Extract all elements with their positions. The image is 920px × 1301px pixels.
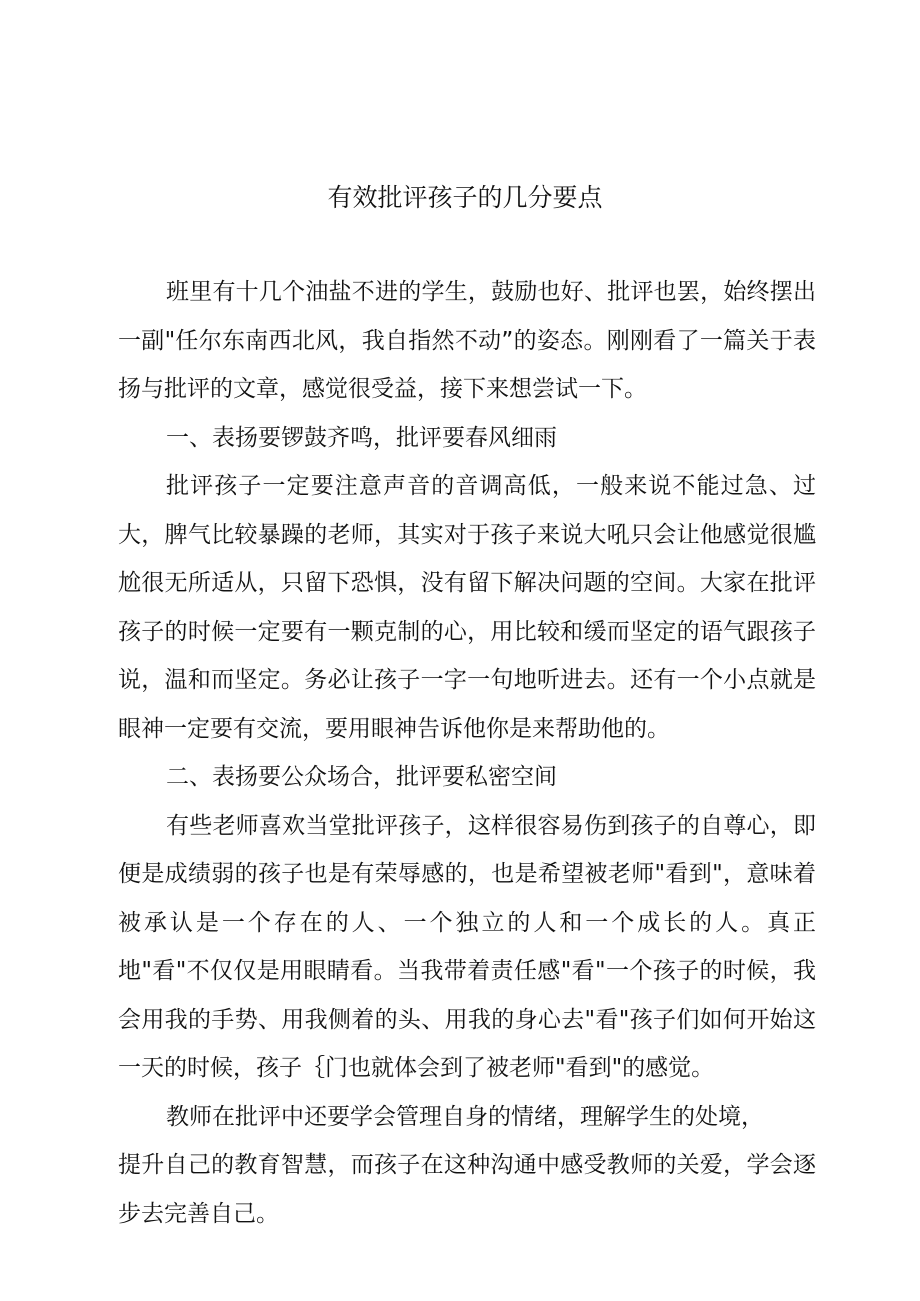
- paragraph-intro: 班里有十几个油盐不进的学生，鼓励也好、批评也罢，始终摆出一副"任尔东南西北风，我自指然不动”的姿态。刚刚看了一篇关于表扬与批评的文章，感觉很受益，接下来想尝试一下。: [118, 279, 816, 402]
- paragraph-conclusion-line-2: 提升自己的教育智慧，而孩子在这种沟通中感受教师的关爱，学会逐步去完善自己。: [118, 1152, 816, 1227]
- paragraph-section-1: 批评孩子一定要注意声音的音调高低，一般来说不能过急、过大，脾气比较暴躁的老师，其实对于孩子来说大吼只会让他感觉很尴尬很无所适从，只留下恐惧，没有留下解决问题的空间。大家在批评孩子的时候一定要有一颗克制的心，用比较和缓而坚定的语气跟孩子说，温和而坚定。务必让孩子一字一句地听进去。还有一个小点就是眼神一定要有交流，要用眼神告诉他你是来帮助他的。: [118, 473, 816, 742]
- paragraph-conclusion-line-1: 教师在批评中还要学会管理自身的情绪，理解学生的处境，: [166, 1103, 764, 1130]
- section-heading-1: 一、表扬要锣鼓齐鸣，批评要春风细雨: [166, 424, 557, 451]
- document-title: 有效批评孩子的几分要点: [327, 183, 603, 212]
- section-heading-2: 二、表扬要公众场合，批评要私密空间: [166, 764, 557, 790]
- paragraph-section-2: 有些老师喜欢当堂批评孩子，这样很容易伤到孩子的自尊心，即便是成绩弱的孩子也是有荣辱感的，也是希望被老师"看到"，意味着被承认是一个存在的人、一个独立的人和一个成长的人。真正地"看"不仅仅是用眼睛看。当我带着责任感"看"一个孩子的时候，我会用我的手势、用我侧着的头、用我的身心去"看"孩子们如何开始这一天的时候，孩子｛门也就体会到了被老师"看到"的感觉。: [118, 812, 816, 1081]
- document-body: [118, 268, 816, 1238]
